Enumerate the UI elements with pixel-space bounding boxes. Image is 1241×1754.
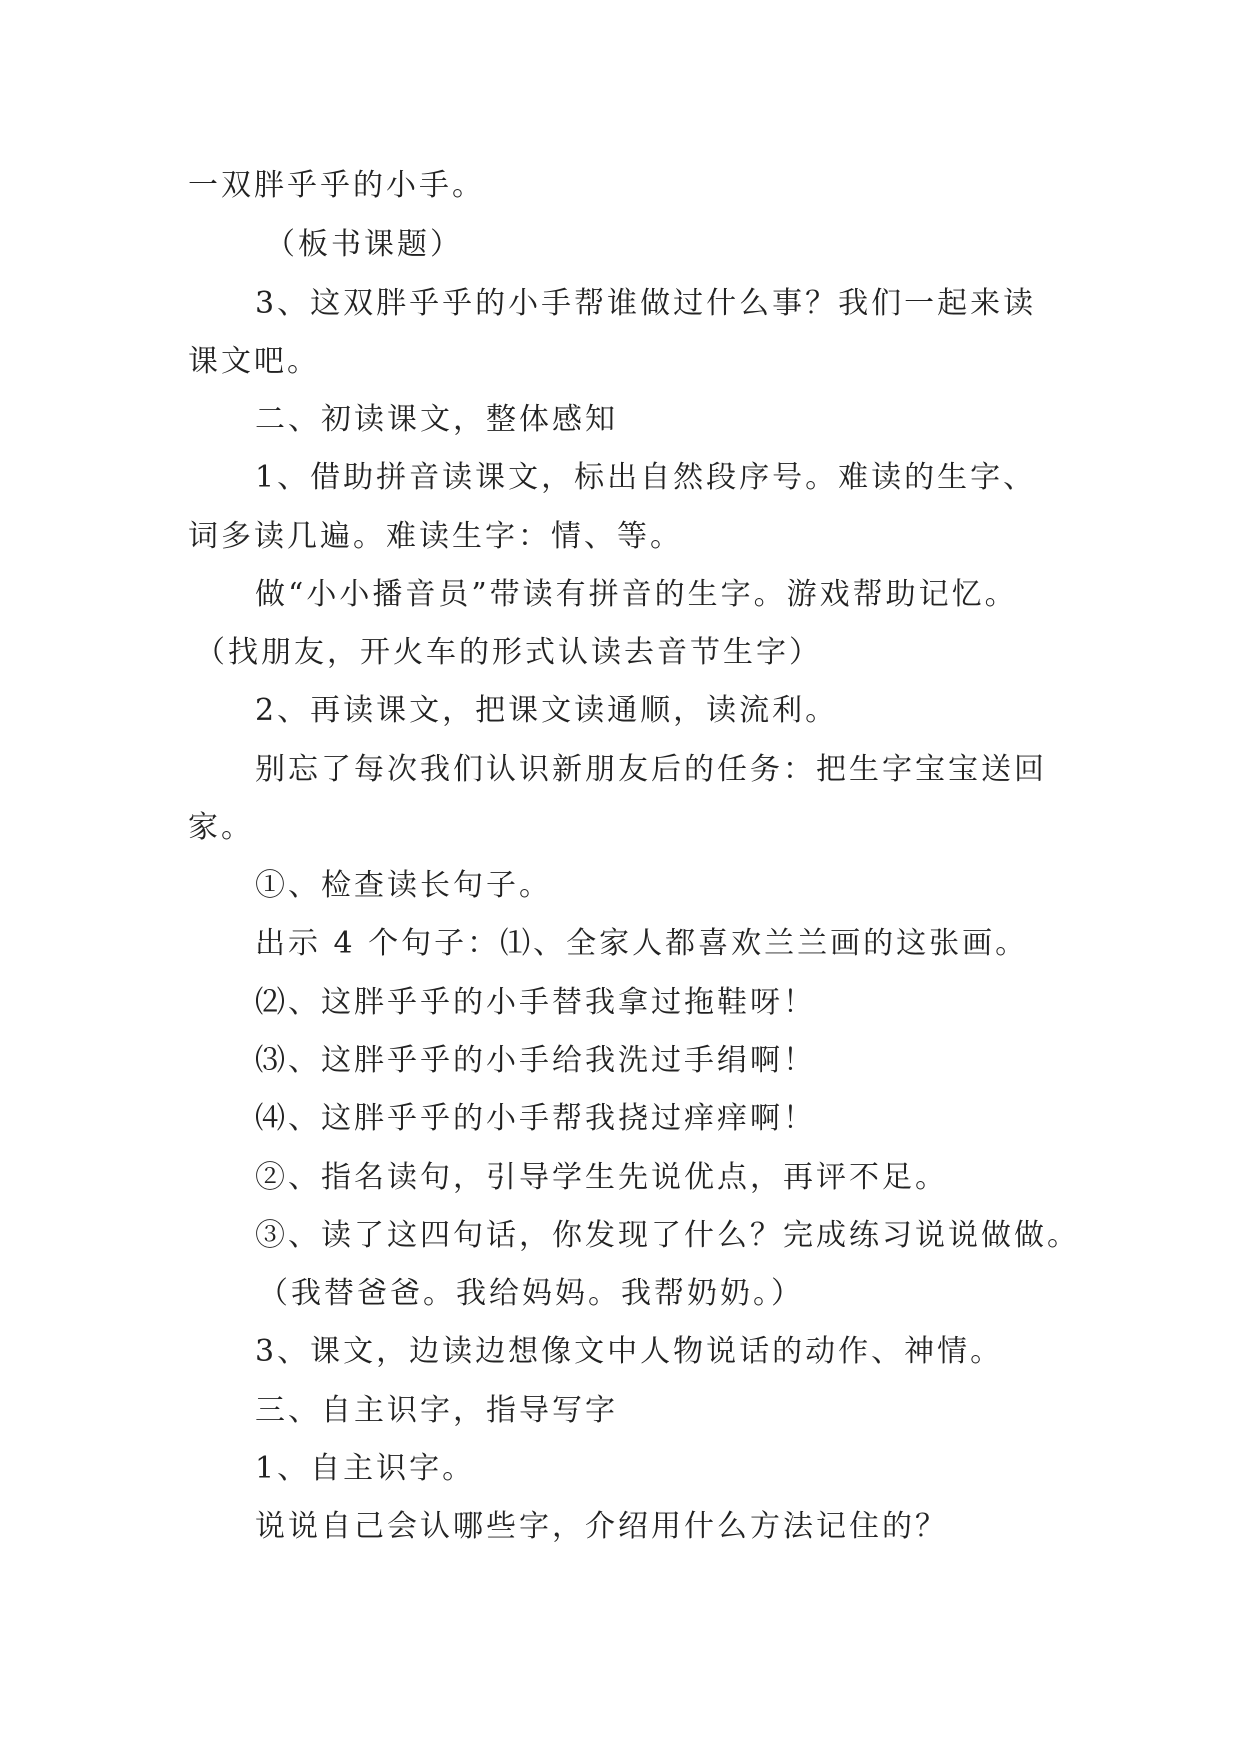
text-line: 说说自己会认哪些字，介绍用什么方法记住的？ xyxy=(255,1509,948,1544)
text-line: 别忘了每次我们认识新朋友后的任务：把生字宝宝送回 xyxy=(255,752,1047,787)
text-line: 1、自主识字。 xyxy=(255,1451,476,1486)
text-line: （我替爸爸。我给妈妈。我帮奶奶。） xyxy=(258,1276,804,1311)
text-line: ⑶、这胖乎乎的小手给我洗过手绢啊！ xyxy=(255,1043,816,1078)
text-line: ②、指名读句，引导学生先说优点，再评不足。 xyxy=(255,1160,948,1195)
text-line: 一双胖乎乎的小手。 xyxy=(188,168,485,203)
text-line: （找朋友，开火车的形式认读去音节生字） xyxy=(195,635,822,670)
text-line: 词多读几遍。难读生字：情、等。 xyxy=(188,519,683,554)
text-line: ①、检查读长句子。 xyxy=(255,868,552,903)
text-line: 3、课文，边读边想像文中人物说话的动作、神情。 xyxy=(255,1334,1004,1369)
text-line: 课文吧。 xyxy=(188,344,320,379)
text-line: ⑵、这胖乎乎的小手替我拿过拖鞋呀！ xyxy=(255,985,816,1020)
text-line: 3、这双胖乎乎的小手帮谁做过什么事？我们一起来读 xyxy=(255,286,1037,321)
text-line: 1、借助拼音读课文，标出自然段序号。难读的生字、 xyxy=(255,460,1037,495)
section-heading: 二、初读课文，整体感知 xyxy=(255,402,618,437)
section-heading: 三、自主识字，指导写字 xyxy=(255,1393,618,1428)
text-line: 出示 4 个句子：⑴、全家人都喜欢兰兰画的这张画。 xyxy=(255,926,1029,961)
text-line: ③、读了这四句话，你发现了什么？完成练习说说做做。 xyxy=(255,1218,1080,1253)
text-line: 家。 xyxy=(188,810,254,845)
text-line: 做“小小播音员”带读有拼音的生字。游戏帮助记忆。 xyxy=(255,577,1018,612)
text-line: 2、再读课文，把课文读通顺，读流利。 xyxy=(255,693,839,728)
text-line: ⑷、这胖乎乎的小手帮我挠过痒痒啊！ xyxy=(255,1101,816,1136)
text-line: （板书课题） xyxy=(265,227,463,262)
